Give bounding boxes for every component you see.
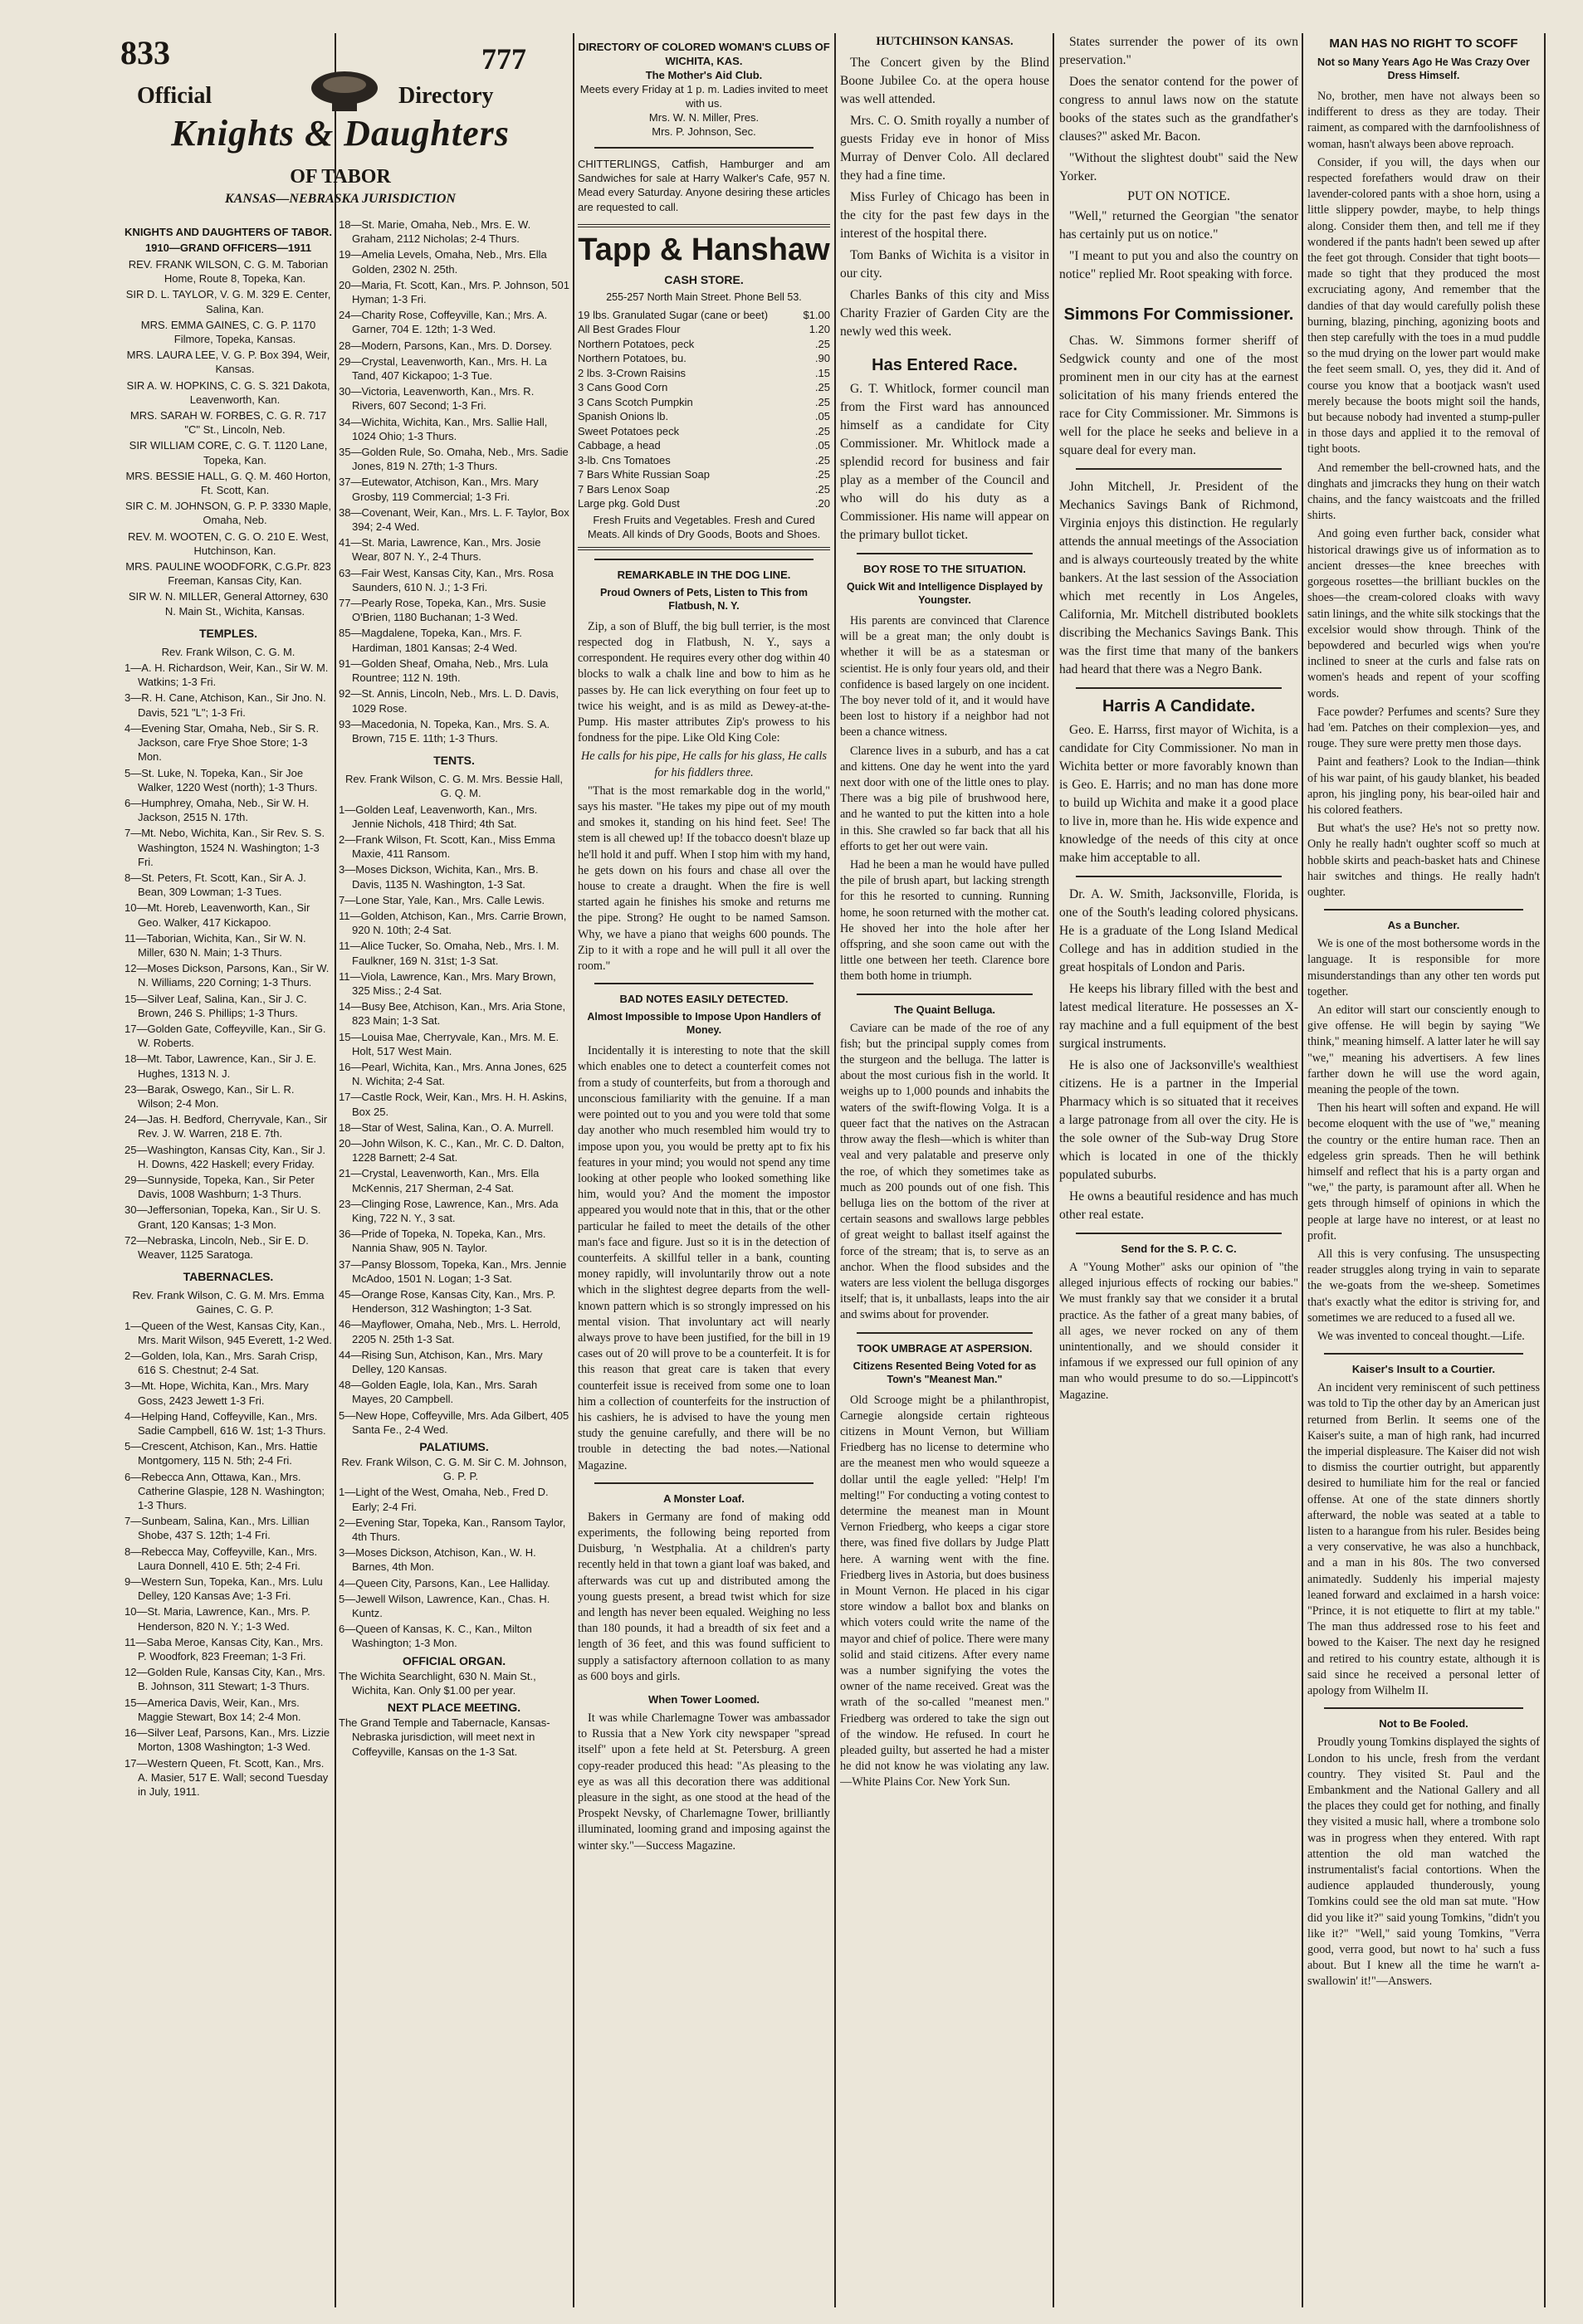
masthead-title — [125, 112, 556, 207]
temple-entry: 24—Jas. H. Bedford, Cherryvale, Kan., Sir Rev. J. W. Warren, 218 E. 7th. — [125, 1113, 328, 1140]
price-row — [578, 409, 830, 424]
buncher-heading: As a Buncher. — [1387, 919, 1460, 932]
price-value: .15 — [814, 366, 830, 379]
price-list — [578, 308, 830, 511]
price-value: .25 — [814, 468, 830, 481]
org-heading: KNIGHTS AND DAUGHTERS OF TABOR. — [125, 226, 332, 238]
directory-word: Directory — [398, 83, 494, 109]
page-number: 833 — [120, 34, 170, 71]
divider — [1324, 1707, 1523, 1709]
price-value: .20 — [814, 497, 830, 510]
tabernacle-entry: 9—Western Sun, Topeka, Kan., Mrs. Lulu Delley, 120 Kansas Ave; 1-3 Fri. — [125, 1575, 323, 1603]
hutchinson-heading: HUTCHINSON KANSAS. — [876, 35, 1014, 48]
spcc-para: A "Young Mother" asks our opinion of "the alleged injurious effects of rocking our babies." We must frankly say that we consider it a brutal practice. As the father of a great many babies, of all ages, we never rocked on any of them unintentionally, and we should consider it infamous if we expressed our full opinion of any man who would presume to do so.—Lippincott's Magazine. — [1059, 1261, 1298, 1402]
club-secretary: Mrs. P. Johnson, Sec. — [652, 125, 756, 138]
temples-list — [125, 661, 332, 1262]
price-value: .25 — [814, 381, 830, 394]
senate-para: "Without the slightest doubt" said the New Yorker. — [1059, 151, 1298, 183]
tabernacle-entry: 7—Sunbeam, Salina, Kan., Mrs. Lillian Shobe, 437 S. 12th; 1-4 Fri. — [125, 1515, 310, 1542]
price-item: 19 lbs. Granulated Sugar (cane or beet) — [578, 308, 769, 321]
simmons-heading: Simmons For Commissioner. — [1063, 305, 1294, 324]
tent-entry: 18—Star of West, Salina, Kan., O. A. Murrell. — [339, 1120, 555, 1134]
column-rule — [1053, 33, 1054, 2307]
tabernacle-entry: 6—Rebecca Ann, Ottawa, Kan., Mrs. Catherine Glaspie, 128 N. Washington; 1-3 Thurs. — [125, 1470, 325, 1512]
divider — [1076, 468, 1282, 470]
price-row — [578, 453, 830, 468]
tabernacle-entry: 15—America Davis, Weir, Kan., Mrs. Maggie Stewart, Box 14; 2-4 Mon. — [125, 1696, 301, 1723]
price-row — [578, 322, 830, 337]
divider — [857, 1332, 1033, 1334]
tabernacle-entry: 28—Modern, Parsons, Kan., Mrs. D. Dorsey. — [339, 339, 552, 352]
divider — [594, 983, 813, 984]
tabernacle-entry: 24—Charity Rose, Coffeyville, Kan.; Mrs. A. Garner, 704 E. 12th; 1-3 Wed. — [339, 309, 548, 336]
price-value: .05 — [814, 410, 830, 423]
palatiums-list — [339, 1485, 569, 1650]
tabernacle-entry: 5—Crescent, Atchison, Kan., Mrs. Hattie Montgomery, 115 N. 5th; 2-4 Fri. — [125, 1440, 318, 1467]
tents-lead: Rev. Frank Wilson, C. G. M. Mrs. Bessie Hall, G. Q. M. — [345, 773, 563, 800]
price-item: 3 Cans Good Corn — [578, 381, 668, 394]
tabernacle-entry: 41—St. Maria, Lawrence, Kan., Mrs. Josie Wear, 807 N. Y., 2-4 Thurs. — [339, 536, 541, 564]
temple-entry: 12—Moses Dickson, Parsons, Kan., Sir W. N. Williams, 220 Corning; 1-3 Thurs. — [125, 962, 330, 989]
price-row — [578, 380, 830, 395]
scoff-para: Paint and feathers? Look to the Indian—think of his war paint, of his gaudy blanket, his beaded apron, his jingling pony, his bear-oiled hair and his colored feathers. — [1307, 755, 1540, 817]
tabernacles-lead: Rev. Frank Wilson, C. G. M. Mrs. Emma Gaines, C. G. P. — [132, 1289, 325, 1316]
price-value: .90 — [814, 352, 830, 365]
column-rule — [573, 33, 574, 2307]
dog-para: Zip, a son of Bluff, the big bull terrier, is the most respected dog in Flatbush, N. Y., says a correspondent. He requires every other dog within 40 blocks to walk a chalk line and bow to him as he passes by. He can lick everything on four feet up to twice his weight, and is as mild as Dewey-at-the-Pump. His master attributes Zip's prowess to his fondness for the pipe. Like Old King Cole: — [578, 619, 830, 745]
tent-entry: 11—Alice Tucker, So. Omaha, Neb., Mrs. I. M. Faulkner, 169 N. 31st; 1-3 Sat. — [339, 940, 559, 967]
divider — [857, 553, 1033, 554]
scoff-para: And remember the bell-crowned hats, and the dinghats and jimcracks they hung on their watch chains, and the fancy waistcoats and the frilled shirts. — [1307, 461, 1540, 523]
tents-heading: TENTS. — [433, 754, 475, 768]
price-item: All Best Grades Flour — [578, 323, 681, 336]
belluga-para: Caviare can be made of the roe of any fish; but the principal supply comes from the sturgeon and the belluga. The latter is about the most curious fish in the world. It weighs up to 1,000 pounds and inhabits the waters of the swift-flowing Volga. It is a queer fact that the natives on the Astracan throw away the flesh—which is whiter than veal and very palatable and preserve only the roe, of which they sometimes take as much as 200 pounds out of one fish. This belluga lies on the bottom of the river at certain seasons and swallows large pebbles of great weight to ballast itself against the force of the stream; that is, to serve as an anchor. When the flood subsides and the waters are less violent the belluga disgorges itself; that is, it unballasts, leaps into the air and swims about for provender. — [840, 1021, 1049, 1322]
tents-list — [339, 803, 569, 1438]
temple-entry: 10—Mt. Horeb, Leavenworth, Kan., Sir Geo. Walker, 417 Kickapoo. — [125, 901, 310, 929]
clubs-directory — [578, 40, 830, 139]
belluga-heading: The Quaint Belluga. — [893, 1003, 996, 1016]
temple-entry: 6—Humphrey, Omaha, Neb., Sir W. H. Jackson, 2515 N. 17th. — [125, 796, 310, 824]
divider — [1324, 909, 1523, 911]
tabernacle-entry: 8—Rebecca May, Coffeyville, Kan., Mrs. Laura Donnell, 410 E. 5th; 2-4 Fri. — [125, 1545, 318, 1572]
senate-para: States surrender the power of its own preservation." — [1059, 35, 1298, 67]
store-footer: Fresh Fruits and Vegetables. Fresh and Cured Meats. All kinds of Dry Goods, Boots and Shoes. — [587, 513, 821, 541]
officer-entry: REV. M. WOOTEN, C. G. O. 210 E. West, Hutchinson, Kan. — [128, 530, 329, 557]
temple-entry: 30—Jeffersonian, Topeka, Kan., Sir U. S. Grant, 120 Kansas; 1-3 Mon. — [125, 1204, 321, 1231]
column-rule — [834, 33, 836, 2307]
price-item: Northern Potatoes, peck — [578, 337, 695, 350]
temple-entry: 5—St. Luke, N. Topeka, Kan., Sir Joe Walker, 1220 West (north); 1-3 Thurs. — [125, 766, 318, 793]
smith-para: Dr. A. W. Smith, Jacksonville, Florida, is one of the South's leading colored physicans. He is a graduate of the Long Island Medical College and has in addition studied in the great hospitals of London and Paris. — [1059, 887, 1298, 974]
club-body: Meets every Friday at 1 p. m. Ladies invited to meet with us. — [579, 83, 828, 110]
tent-entry: 14—Busy Bee, Atchison, Kan., Mrs. Aria Stone, 823 Main; 1-3 Sat. — [339, 1000, 566, 1028]
officer-entry: MRS. PAULINE WOODFORK, C.G.Pr. 823 Freeman, Kansas City, Kan. — [125, 560, 331, 588]
dog-subheading: Proud Owners of Pets, Listen to This from Flatbush, N. Y. — [599, 586, 809, 612]
official-word: Official — [137, 83, 213, 109]
temple-entry: 29—Sunnyside, Topeka, Kan., Sir Peter Davis, 1008 Washburn; 1-3 Thurs. — [125, 1173, 315, 1201]
simmons-para: Chas. W. Simmons former sheriff of Sedgwick county and one of the most prominent men in our city has at the earnest solicitation of his many friends entered the race for City Commissioner. Mr. Simmons is well for the place he seeks and believe in a square deal for every man. — [1059, 334, 1298, 457]
palatium-entry: 3—Moses Dickson, Atchison, Kan., W. H. Barnes, 4th Mon. — [339, 1546, 536, 1574]
tabernacle-entry: 93—Macedonia, N. Topeka, Kan., Mrs. S. A. Brown, 715 E. 11th; 1-3 Thurs. — [339, 717, 550, 745]
temple-entry: 72—Nebraska, Lincoln, Neb., Sir E. D. Weaver, 1125 Saratoga. — [125, 1233, 309, 1261]
tent-entry: 16—Pearl, Wichita, Kan., Mrs. Anna Jones, 625 N. Wichita; 2-4 Sat. — [339, 1060, 567, 1088]
smith-para: He owns a beautiful residence and has much other real estate. — [1059, 1189, 1298, 1222]
boy-heading: BOY ROSE TO THE SITUATION. — [863, 563, 1026, 575]
price-row — [578, 438, 830, 453]
boy-subheading: Quick Wit and Intelligence Displayed by Youngster. — [846, 581, 1043, 606]
hutchinson-para: Charles Banks of this city and Miss Charity Frazier of Garden City are the newly wed this week. — [840, 288, 1049, 339]
boy-para: His parents are convinced that Clarence will be a great man; the only doubt is whether it will be as a statesman or scientist. He is only four years old, and their confidence is based largely on one incident. The boy never told of it, and it would have been lost to history if a neighbor had not been a chance witness. — [840, 614, 1049, 740]
tent-entry: 3—Moses Dickson, Wichita, Kan., Mrs. B. Davis, 1135 N. Washington, 1-3 Sat. — [339, 863, 539, 891]
officer-entry: MRS. SARAH W. FORBES, C. G. R. 717 "C" St., Lincoln, Neb. — [129, 409, 327, 437]
tabernacle-entry: 16—Silver Leaf, Parsons, Kan., Mrs. Lizzie Morton, 1308 Washington; 1-3 Wed. — [125, 1726, 330, 1754]
hutchinson-para: Mrs. C. O. Smith royally a number of guests Friday eve in honor of Miss Murray of Denver Colo. All declared they had a fine time. — [840, 114, 1049, 183]
notice-para: "Well," returned the Georgian "the senator has certainly put us on notice." — [1059, 209, 1298, 242]
tent-entry: 44—Rising Sun, Atchison, Kan., Mrs. Mary Delley, 120 Kansas. — [339, 1348, 543, 1376]
notes-subheading: Almost Impossible to Impose Upon Handlers of Money. — [587, 1011, 821, 1037]
race-heading: Has Entered Race. — [872, 356, 1018, 374]
store-address: 255-257 North Main Street. Phone Bell 53. — [606, 290, 802, 303]
column-rule — [335, 33, 336, 2307]
column-4-body — [840, 33, 1049, 2307]
tent-entry: 45—Orange Rose, Kansas City, Kan., Mrs. P. Henderson, 312 Washington; 1-3 Sat. — [339, 1288, 556, 1316]
mitchell-para: John Mitchell, Jr. President of the Mechanics Savings Bank of Richmond, Virginia enjoys this distinction. He regularly attends the annual meetings of the Association and is always courteously treated by the white bankers. At the last session of the Association which met recently in Los Angeles, California, Mr. Mitchell distributed booklets discribing the Mechanics Savings Bank. This was the first time that many of the bankers had heard that there was a Negro Bank. — [1059, 480, 1298, 676]
harris-heading: Harris A Candidate. — [1102, 697, 1256, 715]
kaiser-para: An incident very reminiscent of such pettiness was told to Tip the other day by an American just returned from Berlin. It seems one of the Kaiser's suite, a man of high rank, had incurred the imperial displeasure. The Kaiser did not wish to dismiss the courtier outright, but apparently desired to humiliate him for the real or fancied offense. At one of the state dinners shortly afterward, the noble was seated at a table to listen to a harangue from his ruler. Besides being a very conservative, he was also a hunchback, and a man in his 80s. The two conversed animatedly. Suddenly his imperial majesty leaned forward and exclaimed in a harsh voice: "Prince, it is not etiquette to flirt at my table." The man thus addressed rose to his feet and bowed to the Kaiser. The next day he resigned and retired to his country estate, although it is said since he received a personal letter of apology from Wilhelm II. — [1307, 1381, 1540, 1698]
column-3-body — [578, 40, 830, 2306]
temple-entry: 18—Mt. Tabor, Lawrence, Kan., Sir J. E. Hughes, 1313 N. J. — [125, 1052, 316, 1080]
officer-entry: SIR C. M. JOHNSON, G. P. P. 3330 Maple, Omaha, Neb. — [125, 500, 332, 527]
tent-entry: 37—Pansy Blossom, Topeka, Kan., Mrs. Jennie McAdoo, 1501 N. Logan; 1-3 Sat. — [339, 1257, 567, 1285]
tabernacle-entry: 30—Victoria, Leavenworth, Kan., Mrs. R. Rivers, 607 Second; 1-3 Fri. — [339, 385, 535, 413]
tabernacles-heading: TABERNACLES. — [183, 1270, 274, 1284]
club-name: The Mother's Aid Club. — [645, 69, 763, 81]
temple-entry: 23—Barak, Oswego, Kan., Sir L. R. Wilson; 2-4 Mon. — [125, 1082, 295, 1110]
tabernacles-list — [125, 1319, 332, 1799]
notice-heading: PUT ON NOTICE. — [1127, 189, 1230, 203]
scoff-para: Consider, if you will, the days when our respected forefathers would draw on their lavender-colored pants with a shoe horn, using a little slippery powder, maybe, to help things along. Consider them then, and tell me if they wondered if the pants hadn't been sewed up after the feet got through. Consider that tight boots—made so tight that they produced the most excruciating agony, And remember that the dandies of that day would carefully polish these burning, blazing, pinching, agonizing boots and then step carefully with the toes in a mud puddle so the mud drying on the lower part would make the feet seem small. O, yes, they did it. And of course you know that a bootjack wasn't used merely because the boots might soil the hands, but because nobody had invented a stump-puller in those days and applied it to the removal of tight boots. — [1307, 155, 1540, 456]
tent-entry: 23—Clinging Rose, Lawrence, Kan., Mrs. Ada King, 722 N. Y., 3 sat. — [339, 1197, 559, 1224]
scoff-para: No, brother, men have not always been so indifferent to dress as they are today. Their raiment, as compared with the darnfoolishness of woman, hasn't always been above reproach. — [1307, 90, 1540, 151]
buncher-para: We is one of the most bothersome words in the language. It is responsible for more misunderstandings than any other ten words put together. — [1307, 937, 1540, 998]
price-row — [578, 308, 830, 323]
price-item: 2 lbs. 3-Crown Raisins — [578, 366, 686, 379]
tabernacle-entry: 34—Wichita, Wichita, Kan., Mrs. Sallie Hall, 1024 Ohio; 1-3 Thurs. — [339, 415, 548, 442]
tent-entry: 17—Castle Rock, Weir, Kan., Mrs. H. H. Askins, Box 25. — [339, 1091, 568, 1118]
tabernacle-entry: 18—St. Marie, Omaha, Neb., Mrs. E. W. Graham, 2112 Nicholas; 2-4 Thurs. — [339, 218, 531, 246]
price-item: Large pkg. Gold Dust — [578, 497, 680, 510]
officer-entry: MRS. BESSIE HALL, G. Q. M. 460 Horton, Ft. Scott, Kan. — [125, 469, 331, 497]
tabernacle-entry: 38—Covenant, Weir, Kan., Mrs. L. F. Taylor, Box 394; 2-4 Wed. — [339, 505, 569, 534]
officer-entry: REV. FRANK WILSON, C. G. M. Taborian Home, Route 8, Topeka, Kan. — [128, 258, 329, 286]
price-value: .25 — [814, 482, 830, 496]
price-value: .25 — [814, 337, 830, 350]
price-row — [578, 337, 830, 352]
temple-entry: 17—Golden Gate, Coffeyville, Kan., Sir G. W. Roberts. — [125, 1022, 326, 1050]
dog-para: "That is the most remarkable dog in the world," says his master. "He takes my pipe out of my mouth and smokes it, standing on his hind feet. See! The stem is all chewed up! If the tobacco doesn't blaze up he'll hold it and puff. When I stop him with my hand, he gets down on his fours and chase all over the house to create a draught. When the fire is well started again he finishes his smoke and returns me the pipe. Strong? He ought to be named Samson. Why, we have a piano that weighs 600 pounds. The Zip to it with a rope and he will pull it all over the room." — [578, 784, 830, 974]
kaiser-heading: Kaiser's Insult to a Courtier. — [1351, 1363, 1496, 1376]
price-value: .25 — [814, 395, 830, 408]
tabernacle-entry: 17—Western Queen, Ft. Scott, Kan., Mrs. A. Masier, 517 E. Wall; second Tuesday in July, 1911. — [125, 1756, 329, 1798]
palatiums-heading: PALATIUMS. — [419, 1440, 489, 1454]
boy-para: Had he been a man he would have pulled the pile of brush apart, but lacking strength for this he resorted to cunning. Running home, he soon returned with the mother cat. He shoved her into the hole after her offspring, and she soon came out with the little one between her teeth. Clarence bore them both home in triumph. — [840, 858, 1049, 984]
column-2-body — [339, 217, 569, 2309]
hutchinson-para: The Concert given by the Blind Boone Jubilee Co. at the opera house was well attended. — [840, 56, 1049, 106]
divider — [594, 1482, 813, 1484]
temple-entry: 4—Evening Star, Omaha, Neb., Sir S. R. Jackson, care Frye Shoe Store; 1-3 Mon. — [125, 721, 320, 764]
temple-entry: 3—R. H. Cane, Atchison, Kan., Sir Jno. N. Davis, 521 "L"; 1-3 Fri. — [125, 691, 326, 719]
tabernacle-entry: 20—Maria, Ft. Scott, Kan., Mrs. P. Johnson, 501 Hyman; 1-3 Fri. — [339, 278, 569, 306]
harris-para: Geo. E. Harrss, first mayor of Wichita, is a candidate for City Commissioner. No man in Wichita better or more favorably known than is Geo. E. Harris; and no man has done more to build up Wichita and make it a good place to live in, more than he. His wide expence and knowledge of the needs of this city at once make him acceptable to all. — [1059, 723, 1298, 865]
tent-entry: 7—Lone Star, Yale, Kan., Mrs. Calle Lewis. — [339, 893, 545, 906]
tent-entry: 48—Golden Eagle, Iola, Kan., Mrs. Sarah Mayes, 20 Campbell. — [339, 1379, 538, 1406]
buncher-para: All this is very confusing. The unsuspecting reader struggles along trying in vain to separate the we-goats from the we-sheep. Sometimes that's exactly what the editor is striving for, and sometimes we are reduced to a fused all we. — [1307, 1247, 1540, 1325]
officers-list — [125, 257, 332, 618]
price-value: .25 — [814, 424, 830, 437]
price-value: $1.00 — [803, 308, 830, 321]
temple-entry: 7—Mt. Nebo, Wichita, Kan., Sir Rev. S. S. Washington, 1524 N. Washington; 1-3 Fri. — [125, 827, 325, 868]
price-row — [578, 395, 830, 410]
price-row — [578, 424, 830, 439]
smith-para: He is also one of Jacksonville's wealthiest citizens. He is a partner in the Imperial Pharmacy which is so situated that it receives a large patronage from all over the city. He is the sole owner of the Sub-way Drug Store which is located in one of the thickly populated suburbs. — [1059, 1058, 1298, 1182]
column-rule — [1544, 33, 1546, 2307]
notes-para: Incidentally it is interesting to note that the skill which enables one to detect a counterfeit comes not from a study of counterfeits, but from a thorough and unconscious familiarity with the genuine. If a man were pointed out to you and you were told that some day another who much resembled him would try to impose upon you, you would be pretty apt to fix his features in your mind; you would not spend any time looking at other people who looked something like him, would you? And the moment the impostor appeared you would note that in this, that or the other particular he failed to meet the details of the other man's face and figure. Just so it is in the detection of counterfeits. A skillful teller in a bank, counting money rapidly, will involuntarily throw out a note which in the slightest degree departs from the well-known pattern which is so strongly impressed on his mental vision. That involuntary act will nearly always prove to have been justified, for the bill in 19 cases out of 20 will prove to be a counterfeit. It is for this reason that great care is taken that every counterfeit issue is received from some one to loan him a collection of counterfeits for the instruction of his cashiers, he is advised to have the young men study the genuine carefully, and there will be no trouble in detecting the bad notes.—National Magazine. — [578, 1044, 830, 1472]
price-value: 1.20 — [809, 323, 830, 336]
tent-entry: 11—Golden, Atchison, Kan., Mrs. Carrie Brown, 920 N. 10th; 2-4 Sat. — [339, 909, 567, 937]
price-row — [578, 366, 830, 381]
price-row — [578, 467, 830, 482]
scoff-para: And going even further back, consider what historical drawings give us of information as to ancient dresses—the knee breeches with gorgeous rosettes—the brilliant buckles on the shoes—the cream-colored cloaks with wavy satin linings, and the white silk stockings that the excelsior would show through. Think of the bepowdered and becurled wigs when you're inclined to sneer at the curls and false rats on women's heads and repent of your scoffing words. — [1307, 527, 1540, 701]
spcc-heading: Send for the S. P. C. C. — [1121, 1243, 1237, 1255]
boy-para: Clarence lives in a suburb, and has a cat and kittens. One day he went into the yard next door with one of the little ones to play. There was a big pile of brushwood here, and he wanted to put the kitten into a hole in this. She crawled so far back that all his efforts to get her out were vain. — [840, 744, 1049, 853]
store-name: Tapp & Hanshaw — [578, 232, 830, 267]
tabernacle-entry: 4—Helping Hand, Coffeyville, Kan., Mrs. Sadie Campbell, 616 W. 1st; 1-3 Thurs. — [125, 1409, 326, 1438]
divider — [857, 994, 1033, 995]
of-tabor: OF TABOR — [290, 166, 391, 188]
club-president: Mrs. W. N. Miller, Pres. — [648, 111, 760, 124]
scoff-heading: MAN HAS NO RIGHT TO SCOFF — [1329, 37, 1518, 51]
price-item: Cabbage, a head — [578, 439, 661, 452]
tabernacle-entry: 63—Fair West, Kansas City, Kan., Mrs. Rosa Saunders, 610 N. J.; 1-3 Fri. — [339, 566, 554, 593]
palatium-entry: 1—Light of the West, Omaha, Neb., Fred D. Early; 2-4 Fri. — [339, 1486, 549, 1513]
notice-para: "I meant to put you and also the country on notice" replied Mr. Root speaking with force. — [1059, 249, 1298, 281]
price-row — [578, 496, 830, 511]
column-rule — [1302, 33, 1303, 2307]
umbrage-subheading: Citizens Resented Being Voted for as Town's "Meanest Man." — [853, 1360, 1037, 1385]
officer-entry: MRS. EMMA GAINES, C. G. P. 1170 Filmore, Topeka, Kansas. — [140, 318, 316, 346]
dog-verse: He calls for his pipe, He calls for his glass, He calls for his fiddlers three. — [581, 749, 827, 779]
tent-entry: 15—Louisa Mae, Cherryvale, Kan., Mrs. M. E. Holt, 517 West Main. — [339, 1030, 559, 1057]
divider — [1076, 1233, 1282, 1234]
loaf-heading: A Monster Loaf. — [663, 1492, 745, 1505]
smith-para: He keeps his library filled with the best and latest medical literature. He possesses an X-ray machine and a full equipment of the best surgical instruments. — [1059, 982, 1298, 1051]
palatium-entry: 2—Evening Star, Topeka, Kan., Ransom Taylor, 4th Thurs. — [339, 1516, 566, 1544]
tabernacle-entry: 91—Golden Sheaf, Omaha, Neb., Mrs. Lula Rountree; 112 N. 19th. — [339, 657, 549, 685]
tent-entry: 36—Pride of Topeka, N. Topeka, Kan., Mrs. Nannia Shaw, 905 N. Taylor. — [339, 1228, 546, 1255]
jurisdiction: KANSAS—NEBRASKA JURISDICTION — [225, 192, 456, 206]
umbrage-heading: TOOK UMBRAGE AT ASPERSION. — [857, 1341, 1033, 1355]
meeting-text: The Grand Temple and Tabernacle, Kansas-Nebraska jurisdiction, will meet next in Coffeyville, Kansas on the 1-3 Sat. — [339, 1716, 550, 1758]
loaf-para: Bakers in Germany are fond of making odd experiments, the following being reported from Duisburg, 'n Westphalia. At a children's party recently held in that town a giant loaf was baked, and afterwards was cut up and distributed among the young guests present, a bread twist which for size and length has never been equaled. Weighing no less than 180 pounds, it had a breadth of six feet and a length of 36 feet, and this was found sufficient to supply a satisfactory afternoon collation to as many as 600 boys and girls. — [578, 1510, 830, 1683]
palatium-entry: 4—Queen City, Parsons, Kan., Lee Halliday. — [339, 1576, 550, 1589]
price-item: 3-lb. Cns Tomatoes — [578, 453, 671, 466]
tent-entry: 2—Frank Wilson, Ft. Scott, Kan., Miss Emma Maxie, 411 Ransom. — [339, 832, 555, 861]
scoff-subheading: Not so Many Years Ago He Was Crazy Over Dress Himself. — [1317, 56, 1530, 81]
tabernacle-entry: 92—St. Annis, Lincoln, Neb., Mrs. L. D. Davis, 1029 Rose. — [339, 687, 559, 715]
column-6-body — [1307, 33, 1540, 2307]
officer-entry: SIR A. W. HOPKINS, C. G. S. 321 Dakota, Leavenworth, Kan. — [126, 378, 330, 406]
tabernacles-continued — [339, 217, 569, 745]
clubs-heading: DIRECTORY OF COLORED WOMAN'S CLUBS OF WICHITA, KAS. — [578, 41, 830, 67]
price-item: 7 Bars White Russian Soap — [578, 468, 710, 481]
tabernacle-entry: 10—St. Maria, Lawrence, Kan., Mrs. P. Henderson, 820 N. Y.; 1-3 Wed. — [125, 1605, 310, 1633]
price-item: Spanish Onions lb. — [578, 410, 669, 423]
column-5-body — [1059, 33, 1298, 2307]
officer-entry: SIR D. L. TAYLOR, V. G. M. 329 E. Center, Salina, Kan. — [125, 288, 331, 315]
fooled-para: Proudly young Tomkins displayed the sights of London to his uncle, fresh from the verdant country. They visited St. Paul and the Embankment and the National Gallery and all the places they could get for nothing, and finally they visited a music hall, where a trombone solo was in progress when they entered. With rapt attention the old man watched the instrumentalist's facial contortions. When the audience applauded thunderously, young Tomkins could see the old man sat mute. "How did you like it?" said young Tomkins, "didn't you like it?" "Well," said young Tomkins, "Verra good, verra good, but nowt to ha' such a fuss about. But I knew all the time he warn't a-swallowin' it!"—Answers. — [1307, 1736, 1540, 1989]
hutchinson-para: Miss Furley of Chicago has been in the city for the past few days in the interest of the hospital there. — [840, 190, 1049, 241]
tabernacle-entry: 1—Queen of the West, Kansas City, Kan., Mrs. Marit Wilson, 945 Everett, 1-2 Wed. — [125, 1319, 332, 1346]
price-item: 7 Bars Lenox Soap — [578, 482, 670, 496]
meeting-heading: NEXT PLACE MEETING. — [387, 1701, 521, 1715]
umbrage-para: Old Scrooge might be a philanthropist, Carnegie alongside certain righteous citizens in Mount Vernon, but William Friedberg has no license to determine who are the meanest men who would squeeze a dollar until the eagle yelled: "Help! I'm melting!" For conducting a voting contest to determine the meanest man in Mount Vernon Friedberg, who keeps a cigar store there, was fined five dollars by Judge Platt here. A warning went with the fine. Friedberg lives in Astoria, but does business in Mount Vernon. He placed in his cigar store window a ballot box and blanks on which voters could write the name of the mayor and chief of police. There were many solid and staid citizens. After every name was a number signifying the votes the owner of the name received. Great was the wrath of the so-called "meanest men." Friedberg was ordered to take the sign out of the window. He refused. In court he pleaded guilty, but asserted he had a mister he did not know he was violating any law.—White Plains Cor. New York Sun. — [840, 1393, 1049, 1789]
tabernacle-entry: 2—Golden, Iola, Kan., Mrs. Sarah Crisp, 616 S. Chestnut; 2-4 Sat. — [125, 1350, 318, 1377]
officer-entry: MRS. LAURA LEE, V. G. P. Box 394, Weir, Kansas. — [126, 349, 330, 376]
tower-para: It was while Charlemagne Tower was ambassador to Russia that a New York city newspaper "spread itself" upon a fete held at St. Petersburg. A green copy-reader produced this head: "As pleasing to the eye as was all this decoration there was additional pleasure in the sight, as one stood at the head of the Prospekt Nevsky, of Charlemagne Tower, brilliantly illuminated, looming grand and imposing against the winter sky."—Success Magazine. — [578, 1711, 830, 1853]
paper-title: Knights & Daughters — [171, 113, 510, 154]
temples-heading: TEMPLES. — [198, 626, 257, 640]
divider — [1076, 876, 1282, 877]
tent-entry: 21—Crystal, Leavenworth, Kan., Mrs. Ella McKennis, 217 Sherman, 2-4 Sat. — [339, 1167, 540, 1194]
tabernacle-entry: 77—Pearly Rose, Topeka, Kan., Mrs. Susie O'Brien, 1180 Buchanan; 1-3 Wed. — [339, 597, 546, 624]
fooled-heading: Not to Be Fooled. — [1379, 1717, 1468, 1731]
palatiums-lead: Rev. Frank Wilson, C. G. M. Sir C. M. Johnson, G. P. P. — [341, 1456, 567, 1483]
temple-entry: 8—St. Peters, Ft. Scott, Kan., Sir A. J. Bean, 309 Lowman; 1-3 Tues. — [125, 871, 306, 899]
dog-heading: REMARKABLE IN THE DOG LINE. — [617, 568, 791, 581]
temple-entry: 25—Washington, Kansas City, Kan., Sir J. H. Downs, 422 Haskell; every Friday. — [125, 1143, 326, 1170]
tent-entry: 11—Viola, Lawrence, Kan., Mrs. Mary Brown, 325 Miss.; 2-4 Sat. — [339, 969, 556, 997]
tabernacle-entry: 29—Crystal, Leavenworth, Kan., Mrs. H. La Tand, 407 Kickapoo; 1-3 Tue. — [339, 354, 547, 383]
ref-number: 777 — [481, 42, 526, 76]
masthead — [120, 33, 526, 116]
column-1-body — [125, 226, 332, 2309]
price-item: Northern Potatoes, bu. — [578, 352, 686, 365]
tabernacle-entry: 85—Magdalene, Topeka, Kan., Mrs. F. Hardiman, 1801 Kansas; 2-4 Wed. — [339, 627, 522, 654]
divider — [594, 559, 813, 560]
tent-entry: 5—New Hope, Coffeyville, Mrs. Ada Gilbert, 405 Santa Fe., 2-4 Wed. — [339, 1409, 569, 1436]
tower-heading: When Tower Loomed. — [647, 1693, 760, 1706]
officers-heading: 1910—GRAND OFFICERS—1911 — [144, 242, 312, 254]
tent-entry: 1—Golden Leaf, Leavenworth, Kan., Mrs. Jennie Nichols, 418 Third; 4th Sat. — [339, 803, 538, 830]
hutchinson-para: Tom Banks of Wichita is a visitor in our city. — [840, 248, 1049, 281]
scoff-para: But what's the use? He's not so pretty now. Only he really hadn't oughter scoff so much at hobble skirts and peach-basket hats and Chinese hair switches and things. He really hadn't oughter. — [1307, 822, 1540, 899]
divider — [1324, 1353, 1523, 1355]
officer-entry: SIR W. N. MILLER, General Attorney, 630 N. Main St., Wichita, Kansas. — [128, 590, 329, 618]
store-ad — [578, 224, 830, 550]
tabernacle-entry: 19—Amelia Levels, Omaha, Neb., Mrs. Ella Golden, 2302 N. 25th. — [339, 248, 547, 276]
scoff-para: Face powder? Perfumes and scents? Sure they had 'em. Patches on their complexion—yes, and rouge. They sure were pretty men those days. — [1307, 705, 1540, 751]
price-value: .25 — [814, 453, 830, 466]
chitterlings-ad: CHITTERLINGS, Catfish, Hamburger and am Sandwiches for sale at Harry Walker's Cafe, 957 N. Mead every Saturday. Anyone desiring these articles are requested to call. — [578, 158, 830, 213]
senate-para: Does the senator contend for the power of congress to annul laws now on the statute books of the states such as the grandfather's clauses?" asked Mr. Bacon. — [1059, 75, 1298, 144]
price-value: .05 — [814, 439, 830, 452]
temple-entry: 1—A. H. Richardson, Weir, Kan., Sir W. M. Watkins; 1-3 Fri. — [125, 662, 329, 689]
tabernacle-entry: 37—Eutewator, Atchison, Kan., Mrs. Mary Grosby, 119 Commercial; 1-3 Fri. — [339, 476, 539, 503]
buncher-para: An editor will start our consciently enough to give offense. He will begin by saying "We think," meaning himself. A latter later he will say "we," meaning his advertisers. A few lines farther down he will use the word again, meaning the people of the town. — [1307, 1003, 1540, 1096]
palatium-entry: 5—Jewell Wilson, Lawrence, Kan., Chas. H. Kuntz. — [339, 1592, 550, 1620]
buncher-para: Then his heart will soften and expand. He will become eloquent with the use of "we," meaning the country or the entire human race. Then an edgeless grin spreads. Then he will bethink himself and reflect that his is a party organ and "we," the party, is paramount after all. When he gets through himself of opinions in which the people at large have no interest, or at least no profit. — [1307, 1101, 1540, 1243]
temples-lead: Rev. Frank Wilson, C. G. M. — [161, 645, 296, 658]
tent-entry: 46—Mayflower, Omaha, Neb., Mrs. L. Herrold, 2205 N. 25th 1-3 Sat. — [339, 1318, 561, 1345]
tabernacle-entry: 35—Golden Rule, So. Omaha, Neb., Mrs. Sadie Jones, 819 N. 27th; 1-3 Thurs. — [339, 446, 569, 473]
organ-heading: OFFICIAL ORGAN. — [402, 1653, 506, 1667]
temple-entry: 15—Silver Leaf, Salina, Kan., Sir J. C. Brown, 246 S. Phillips; 1-3 Thurs. — [125, 992, 307, 1019]
notes-heading: BAD NOTES EASILY DETECTED. — [619, 993, 789, 1006]
price-item: Sweet Potatoes peck — [578, 424, 680, 437]
price-row — [578, 351, 830, 366]
tabernacle-entry: 3—Mt. Hope, Wichita, Kan., Mrs. Mary Goss, 2423 Jewett 1-3 Fri. — [125, 1379, 309, 1407]
buncher-para: We was invented to conceal thought.—Life. — [1317, 1330, 1525, 1344]
divider — [1076, 687, 1282, 689]
temple-entry: 11—Taborian, Wichita, Kan., Sir W. N. Miller, 630 N. Main; 1-3 Thurs. — [125, 931, 306, 959]
emblem-icon — [299, 65, 390, 115]
tabernacle-entry: 12—Golden Rule, Kansas City, Kan., Mrs. B. Johnson, 311 Stewart; 1-3 Thurs. — [125, 1666, 325, 1693]
divider — [594, 147, 813, 149]
organ-text: The Wichita Searchlight, 630 N. Main St., Wichita, Kan. Only $1.00 per year. — [339, 1669, 536, 1697]
store-type: CASH STORE. — [664, 272, 744, 286]
price-item: 3 Cans Scotch Pumpkin — [578, 395, 693, 408]
officer-entry: SIR WILLIAM CORE, C. G. T. 1120 Lane, Topeka, Kan. — [129, 439, 328, 466]
race-para: G. T. Whitlock, former council man from the First ward has announced himself as a candidate for City Commissioner. Mr. Whitlock made a splendid record for business and fair play as a member of the Council and who will do his duty as a Commissioner. His name will appear on the primary bullot ticket. — [840, 382, 1049, 542]
palatium-entry: 6—Queen of Kansas, K. C., Kan., Milton Washington; 1-3 Mon. — [339, 1623, 532, 1650]
tent-entry: 20—John Wilson, K. C., Kan., Mr. C. D. Dalton, 1228 Barnett; 2-4 Sat. — [339, 1136, 564, 1164]
tabernacle-entry: 11—Saba Meroe, Kansas City, Kan., Mrs. P. Woodfork, 823 Freeman; 1-3 Fri. — [125, 1635, 324, 1663]
price-row — [578, 482, 830, 497]
